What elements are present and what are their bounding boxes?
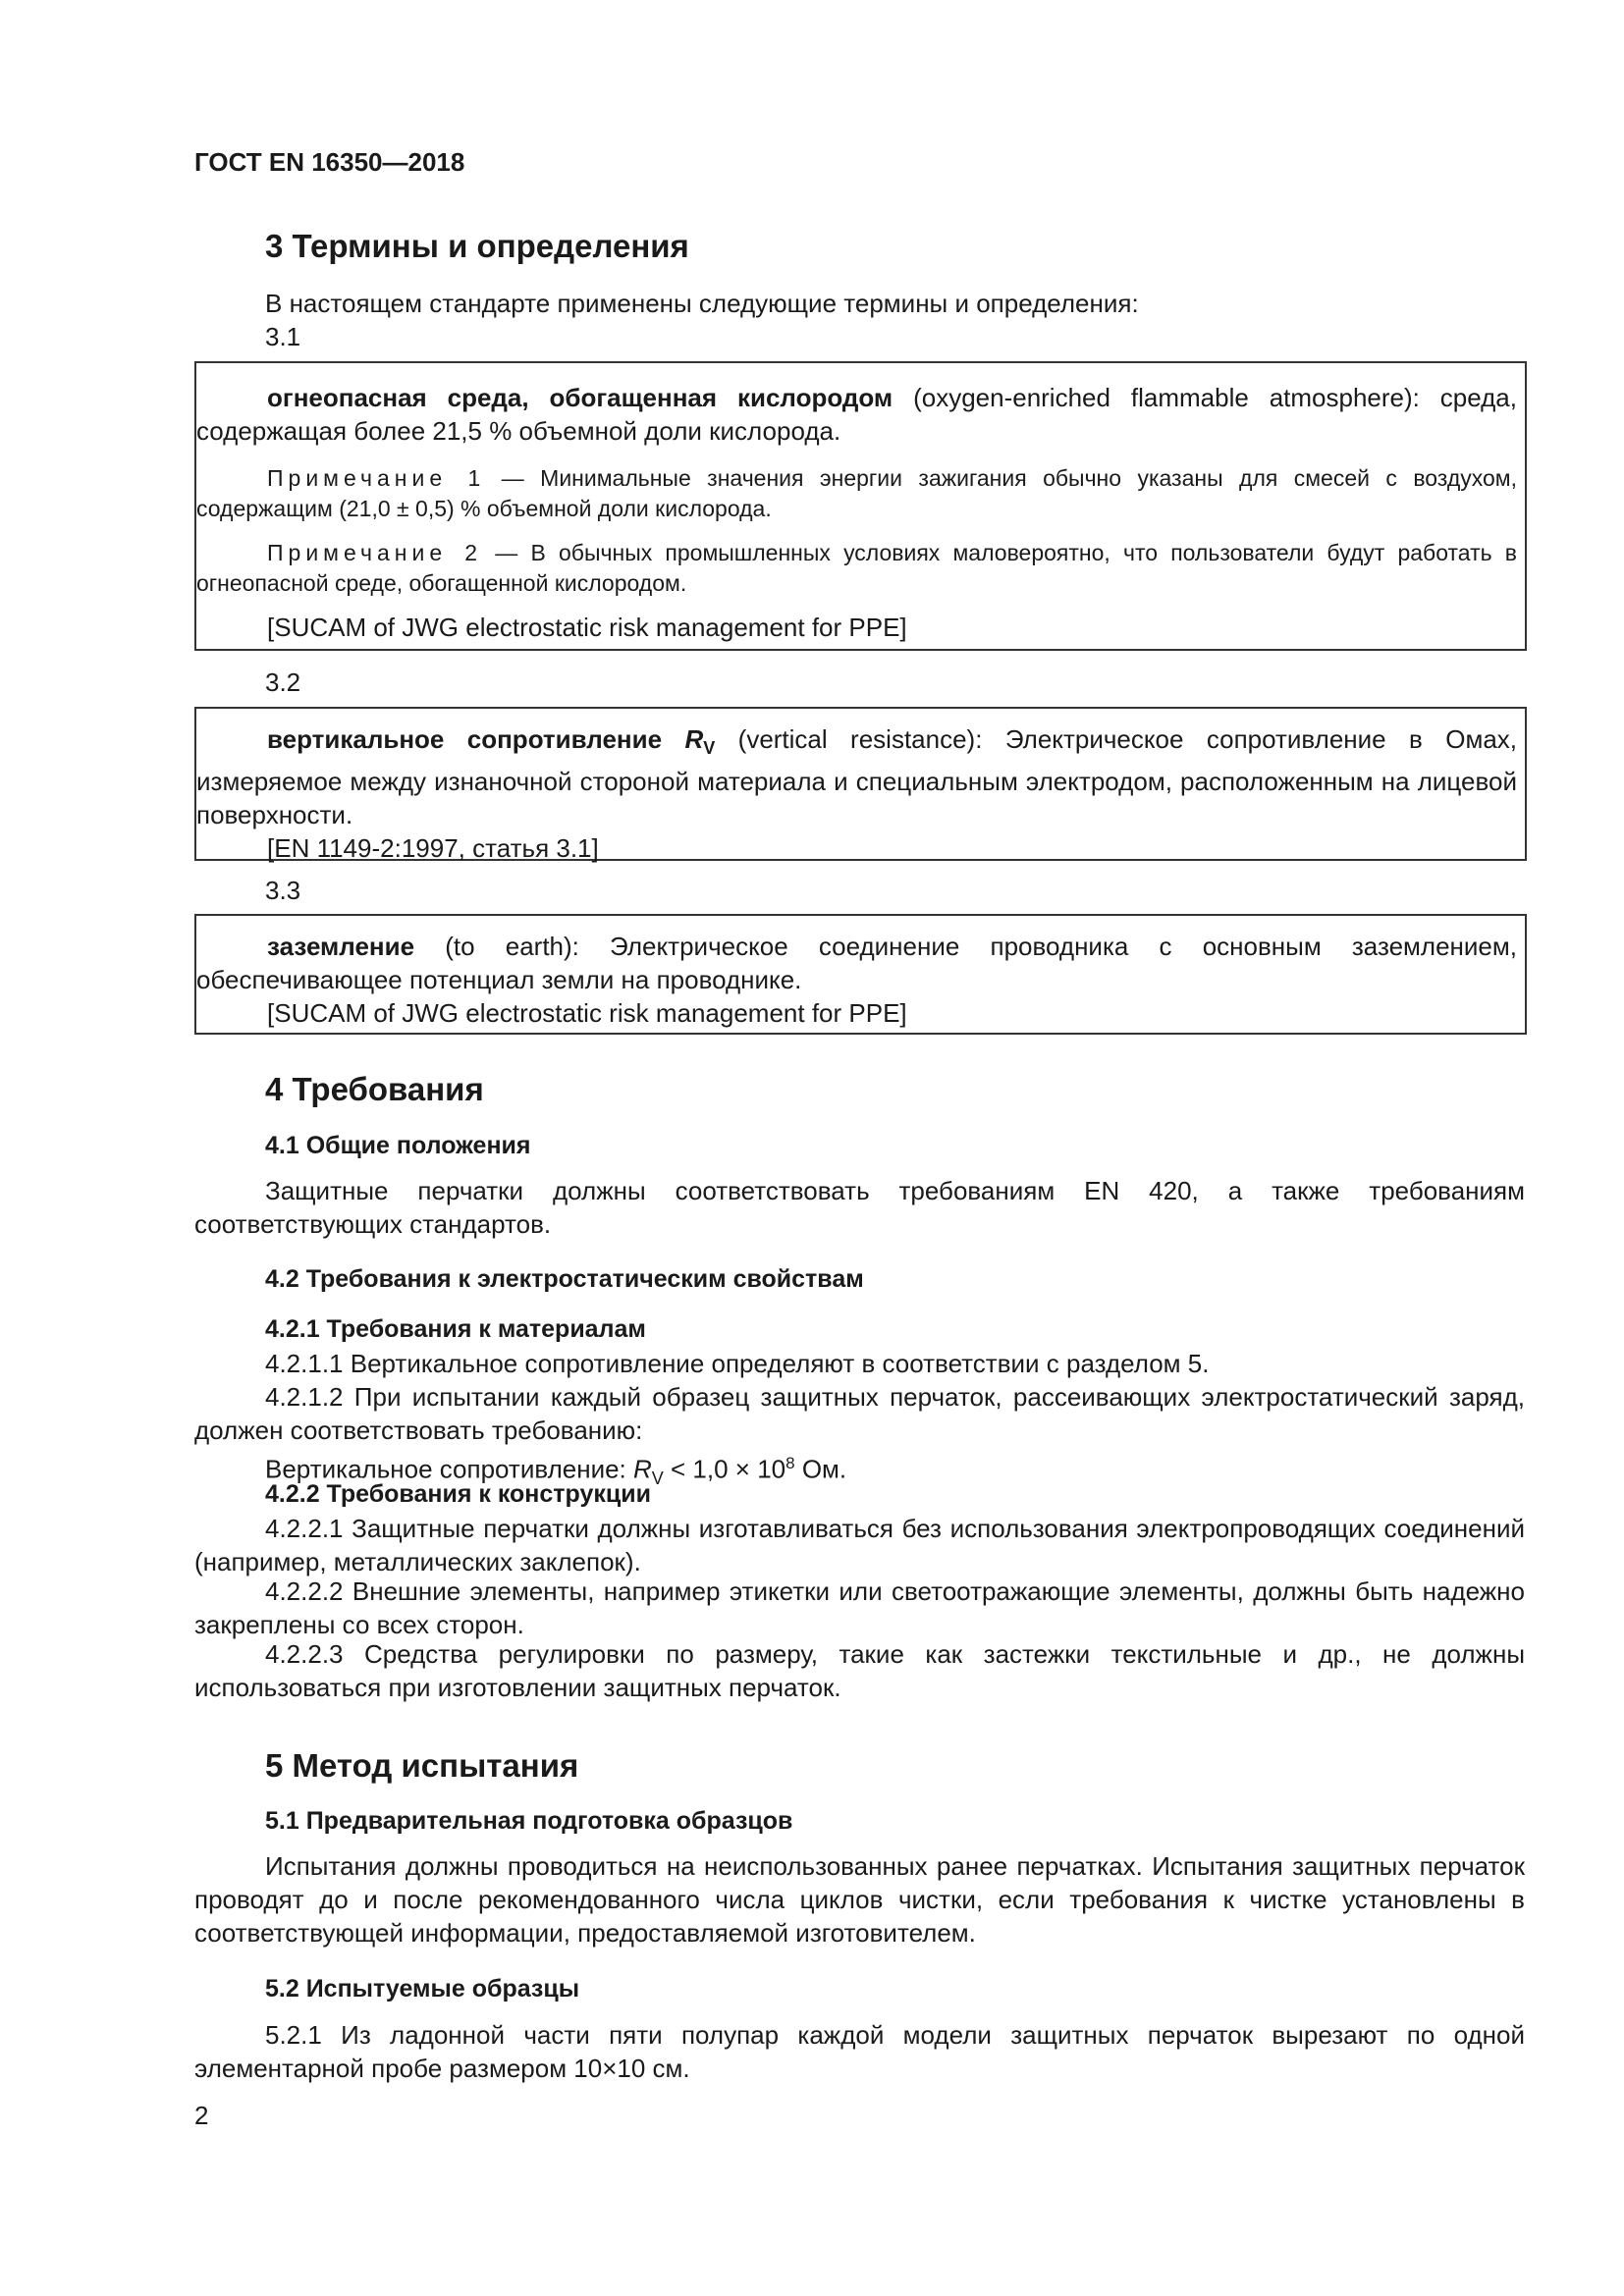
section-3-intro: В настоящем стандарте применены следующие термины и определения: bbox=[265, 289, 1139, 318]
para-4-2-2-2: 4.2.2.2 Внешние элементы, например этикетки или светоотражающие элементы, должны быть надежно закреплены со всех сторон. bbox=[194, 1576, 1525, 1639]
para-5-2-1: 5.2.1 Из ладонной части пяти полупар каждой модели защитных перчаток вырезают по одной элементарной пробе размером 10×10 см. bbox=[194, 2020, 1525, 2083]
section-4-1-title: 4.1 Общие положения bbox=[265, 1132, 531, 1159]
term-3-3-definition: заземление (to earth): Электрическое соединение проводника с основным заземлением, обеспечивающее потенциал земли на проводнике. bbox=[196, 932, 1517, 994]
term-3-2-definition: вертикальное сопротивление $R_V$ (vertical resistance): Электрическое сопротивление в Омах, измеряемое между изнаночной стороной материала и специальным электродом, расположенным на лицевой поверхности. bbox=[196, 724, 1517, 830]
para-4-2-2-1: 4.2.2.1 Защитные перчатки должны изготавливаться без использования электропроводящих соединений (например, металлических заклепок). bbox=[194, 1514, 1525, 1576]
term-3-2-box bbox=[194, 707, 1527, 864]
term-3-1-box bbox=[194, 361, 1527, 651]
section-5-1-title: 5.1 Предварительная подготовка образцов bbox=[265, 1807, 793, 1835]
section-4-2-2-title: 4.2.2 Требования к конструкции bbox=[265, 1480, 651, 1508]
term-3-1-source: [SUCAM of JWG electrostatic risk management for PPE] bbox=[267, 613, 907, 642]
term-3-3-number: 3.3 bbox=[265, 876, 301, 905]
document-header: ГОСТ EN 16350—2018 bbox=[194, 147, 465, 177]
para-4-2-1-2: 4.2.1.2 При испытании каждый образец защитных перчаток, рассеивающих электростатический заряд, должен соответствовать требованию: bbox=[194, 1382, 1525, 1445]
section-4-2-1-title: 4.2.1 Требования к материалам bbox=[265, 1315, 646, 1343]
term-3-1-definition: огнеопасная среда, обогащенная кислородом (oxygen-enriched flammable atmosphere): среда, содержащая более 21,5 % объемной доли кислорода. bbox=[196, 383, 1517, 446]
term-3-1-number: 3.1 bbox=[265, 322, 301, 351]
term-3-2-term: вертикальное сопротивление bbox=[267, 724, 685, 754]
section-3-title: 3 Термины и определения bbox=[265, 228, 689, 264]
section-5-title: 5 Метод испытания bbox=[265, 1747, 579, 1784]
section-4-title: 4 Требования bbox=[265, 1071, 484, 1107]
section-5-2-title: 5.2 Испытуемые образцы bbox=[265, 1975, 580, 2002]
page-number: 2 bbox=[194, 2101, 209, 2130]
formula-vertical-resistance: Вертикальное сопротивление: $R_V < 1,0 \times 10^8$ Ом. bbox=[265, 1454, 847, 1488]
section-4-2-title: 4.2 Требования к электростатическим свойствам bbox=[265, 1265, 864, 1293]
para-4-2-2-3: 4.2.2.3 Средства регулировки по размеру, такие как застежки текстильные и др., не должны использоваться при изготовлении защитных перчаток. bbox=[194, 1639, 1525, 1702]
term-3-3-term: заземление bbox=[267, 932, 415, 961]
term-3-3-source: [SUCAM of JWG electrostatic risk management for PPE] bbox=[267, 998, 907, 1028]
section-5-1-text: Испытания должны проводиться на неиспользованных ранее перчатках. Испытания защитных перчаток проводят до и после рекомендованного числа циклов чистки, если требования к чистке установлены в соответствующей информации, предоставляемой изготовителем. bbox=[194, 1851, 1525, 1948]
term-3-2-number: 3.2 bbox=[265, 667, 301, 697]
term-3-2-source: [EN 1149-2:1997, статья 3.1] bbox=[267, 833, 599, 864]
term-3-3-box bbox=[194, 914, 1527, 1035]
section-4-1-text: Защитные перчатки должны соответствовать требованиям EN 420, а также требованиям соответствующих стандартов. bbox=[194, 1176, 1525, 1239]
para-4-2-1-1: 4.2.1.1 Вертикальное сопротивление определяют в соответствии с разделом 5. bbox=[265, 1349, 1210, 1378]
term-3-1-term: огнеопасная среда, обогащенная кислородом bbox=[267, 383, 893, 412]
term-3-1-note-2: Примечание 2 — В обычных промышленных условиях маловероятно, что пользователи будут работать в огнеопасной среде, обогащенной кислородом. bbox=[196, 540, 1517, 596]
term-3-1-note-1: Примечание 1 — Минимальные значения энергии зажигания обычно указаны для смесей с воздухом, содержащим (21,0 ± 0,5) % объемной доли кислорода. bbox=[196, 465, 1518, 521]
